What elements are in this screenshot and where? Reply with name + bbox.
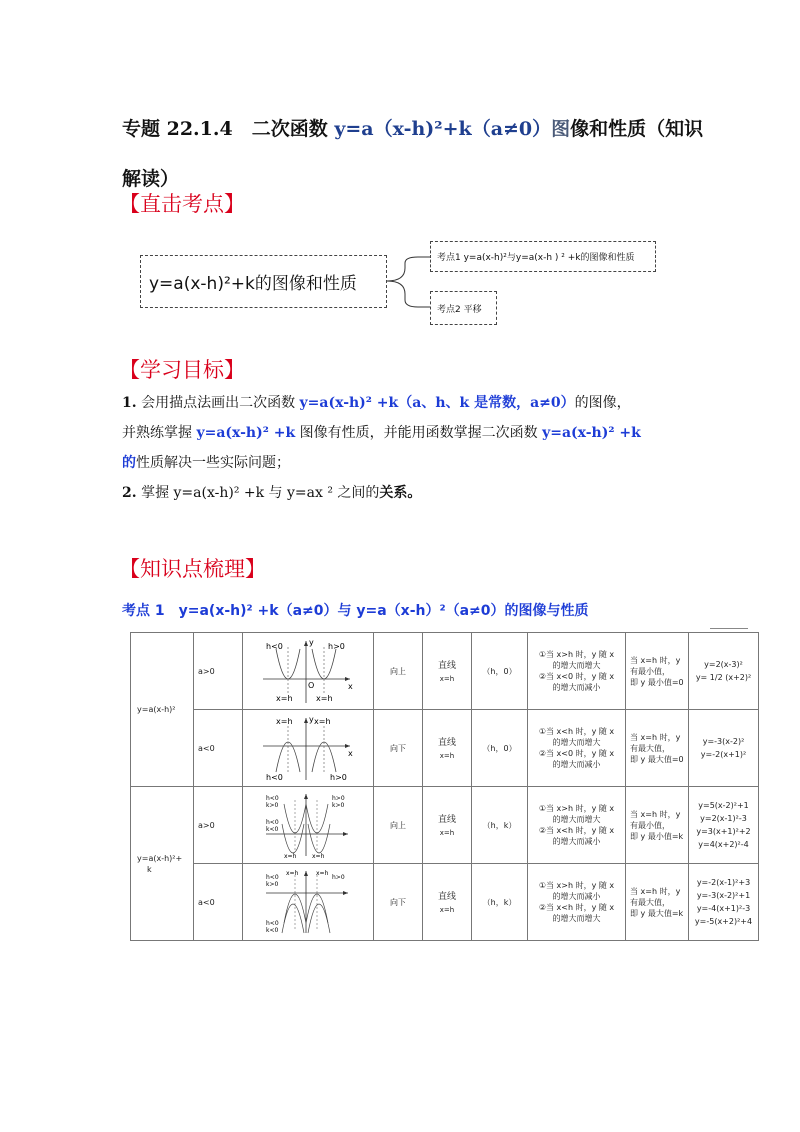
extremum-line: 即 y 最小值=k [630,831,684,841]
example-formula: y=-2(x+1)² [700,750,747,759]
extremum-line: 有最大值， [630,743,670,753]
vertex-cell: （h，k） [472,864,528,941]
mindmap-point-1: 考点1 y=a(x-h)²与y=a(x-h ) ² +k的图像和性质 [430,241,656,272]
monotonic-line: ①当 x>h 时，y 随 x [538,804,615,813]
monotonic-line: 的增大而增大 [552,914,601,923]
title-graph-char: 图 [551,118,571,140]
extremum-cell [626,864,689,941]
monotonic-line: 的增大而减小 [552,760,601,769]
table-row [131,633,759,710]
graph-label: h<0 [266,920,279,927]
example-formula: y=4(x+2)²-4 [698,840,749,849]
monotonic-cell [528,633,626,710]
graph-label: h<0 [266,874,279,881]
mindmap-point-2: 考点2 平移 [430,291,497,325]
point-1-heading: 考点 1 y=a(x-h)² +k（a≠0）与 y=a（x-h）²（a≠0）的图像与性质 [122,603,589,619]
goal-2-keyword: 关系。 [379,485,422,501]
axis-cell [423,633,472,710]
graph-label: x [348,749,353,758]
example-formula: y=-3(x-2)²+1 [696,891,751,900]
section-heading-direct: 【直击考点】 [119,192,245,216]
example-formula: y=-4(x+1)²-3 [696,904,751,913]
goal-1-line-1 [122,388,702,418]
vertex-cell: （h，k） [472,787,528,864]
condition-cell: a<0 [194,710,243,787]
vertex-cell: （h，0） [472,633,528,710]
goal-1-text-c: 的图像， [574,395,631,411]
axis-equation: x=h [439,905,455,914]
axis-cell [423,710,472,787]
goal-1-formula-3: y=a(x-h)² +k [542,425,641,441]
monotonic-line: ②当 x<h 时，y 随 x [538,826,615,835]
goal-1-line-3 [122,448,702,478]
extremum-line: 当 x=h 时，y [630,809,681,819]
extremum-line: 当 x=h 时，y [630,886,681,896]
graph-label: h<0 [266,773,283,782]
graph-label: h<0 [266,795,279,802]
graph-label: h<0 [266,819,279,826]
extremum-line: 当 x=h 时，y [630,655,681,665]
axis-text: 直线 [437,660,456,671]
table-row [131,710,759,787]
condition-cell: a>0 [194,787,243,864]
graph-label: h>0 [332,874,345,881]
mindmap-main-node: y=a(x-h)²+k的图像和性质 [140,255,387,308]
opening-cell: 向上 [374,787,423,864]
axis-cell [423,787,472,864]
graph-label: k>0 [266,881,279,888]
opening-cell: 向上 [374,633,423,710]
axis-text: 直线 [437,891,456,902]
graph-label: x=h [284,853,297,860]
extremum-line: 有最小值， [630,666,670,676]
learning-goals [122,388,702,508]
func-cell [131,787,194,941]
extremum-cell [626,633,689,710]
axis-text: 直线 [437,814,456,825]
monotonic-line: ②当 x<h 时，y 随 x [538,903,615,912]
monotonic-line: 的增大而减小 [552,683,601,692]
extremum-line: 即 y 最大值=0 [630,754,684,764]
example-formula: y= 1/2 (x+2)² [695,673,752,682]
example-formula: y=3(x+1)²+2 [696,827,751,836]
graph-label: x=h [286,870,299,877]
example-formula: y=-3(x-2)² [702,737,745,746]
extremum-line: 有最大值， [630,897,670,907]
monotonic-line: 的增大而增大 [552,738,601,747]
extremum-line: 当 x=h 时，y [630,732,681,742]
condition-cell: a<0 [194,864,243,941]
section-heading-knowledge: 【知识点梳理】 [119,557,266,581]
opening-cell: 向下 [374,864,423,941]
graph-label: x=h [316,694,333,703]
table-top-rule [710,628,748,629]
condition-cell: a>0 [194,633,243,710]
graph-label: h>0 [332,795,345,802]
example-formula: y=2(x-1)²-3 [700,814,747,823]
graph-label: y [309,638,314,647]
title-formula: y=a（x-h)²+k（a≠0） [334,118,552,140]
examples-cell [689,787,759,864]
goal-1-text-a: 会用描点法画出二次函数 [141,395,300,411]
goal-1-text-i: 性质解决一些实际问题； [136,455,290,471]
graph-label: x=h [312,853,325,860]
parabola-graph-icon [258,714,358,782]
monotonic-line: ②当 x<0 时，y 随 x [538,672,615,681]
graph-label: k>0 [332,802,345,809]
graph-cell [243,633,374,710]
table-row [131,787,759,864]
graph-label: x=h [276,717,293,726]
monotonic-line: ①当 x<h 时，y 随 x [538,727,615,736]
examples-cell [689,710,759,787]
properties-table [130,632,759,941]
example-formula: y=-2(x-1)²+3 [696,878,751,887]
graph-label: x=h [276,694,293,703]
graph-label: x [348,682,353,691]
goal-2-number: 2. [122,485,137,501]
graph-cell [243,864,374,941]
graph-label: x=h [314,717,331,726]
parabola-graph-icon [258,790,358,860]
title-suffix: 像和性质（知识解读） [122,118,704,190]
goal-1-formula-1: y=a(x-h)² +k（a、h、k 是常数，a≠0） [299,395,575,411]
monotonic-cell [528,864,626,941]
opening-cell: 向下 [374,710,423,787]
graph-label: O [308,681,315,690]
axis-equation: x=h [439,751,455,760]
goal-1-number: 1. [122,395,137,411]
extremum-line: 即 y 最小值=0 [630,677,684,687]
goal-1-text-f: 图像有性质，并能用函数掌握二次函数 [295,425,543,441]
func-text: k [147,864,152,874]
examples-cell [689,633,759,710]
monotonic-line: 的增大而减小 [552,837,601,846]
graph-label: x=h [316,870,329,877]
extremum-cell [626,710,689,787]
goal-1-line-2 [122,418,702,448]
goal-1-formula-2: y=a(x-h)² +k [196,425,296,441]
axis-equation: x=h [439,674,455,683]
example-formula: y=2(x-3)² [704,660,743,669]
extremum-line: 即 y 最大值=k [630,908,684,918]
graph-label: y [309,715,314,724]
examples-cell [689,864,759,941]
parabola-graph-icon [258,867,358,937]
monotonic-line: ①当 x>h 时，y 随 x [538,650,615,659]
monotonic-cell [528,710,626,787]
goal-2-text: 掌握 y=a(x-h)² +k 与 y=ax ² 之间的 [141,485,380,501]
monotonic-cell [528,787,626,864]
goal-2 [122,478,702,508]
graph-cell [243,787,374,864]
goal-1-text-d: 并熟练掌握 [122,425,197,441]
graph-label: h>0 [328,642,345,651]
monotonic-line: 的增大而增大 [552,661,601,670]
axis-text: 直线 [437,737,456,748]
monotonic-line: 的增大而增大 [552,815,601,824]
extremum-line: 有最小值， [630,820,670,830]
axis-equation: x=h [439,828,455,837]
vertex-cell: （h，0） [472,710,528,787]
example-formula: y=-5(x+2)²+4 [694,917,753,926]
table-row [131,864,759,941]
func-text: y=a(x-h)²+ [137,853,183,863]
graph-label: h<0 [266,642,283,651]
graph-cell [243,710,374,787]
axis-cell [423,864,472,941]
example-formula: y=5(x-2)²+1 [698,801,749,810]
monotonic-line: ②当 x<0 时，y 随 x [538,749,615,758]
title-prefix: 专题 22.1.4 二次函数 [122,118,335,140]
graph-label: k<0 [266,927,279,934]
graph-label: k<0 [266,826,279,833]
graph-label: k>0 [266,802,279,809]
parabola-graph-icon [258,637,358,705]
func-cell: y=a(x-h)² [131,633,194,787]
section-heading-goals: 【学习目标】 [119,358,245,382]
graph-label: h>0 [330,773,347,782]
extremum-cell [626,787,689,864]
goal-1-text-h: 的 [122,455,136,471]
monotonic-line: ①当 x>h 时，y 随 x [538,881,615,890]
monotonic-line: 的增大而减小 [552,892,601,901]
